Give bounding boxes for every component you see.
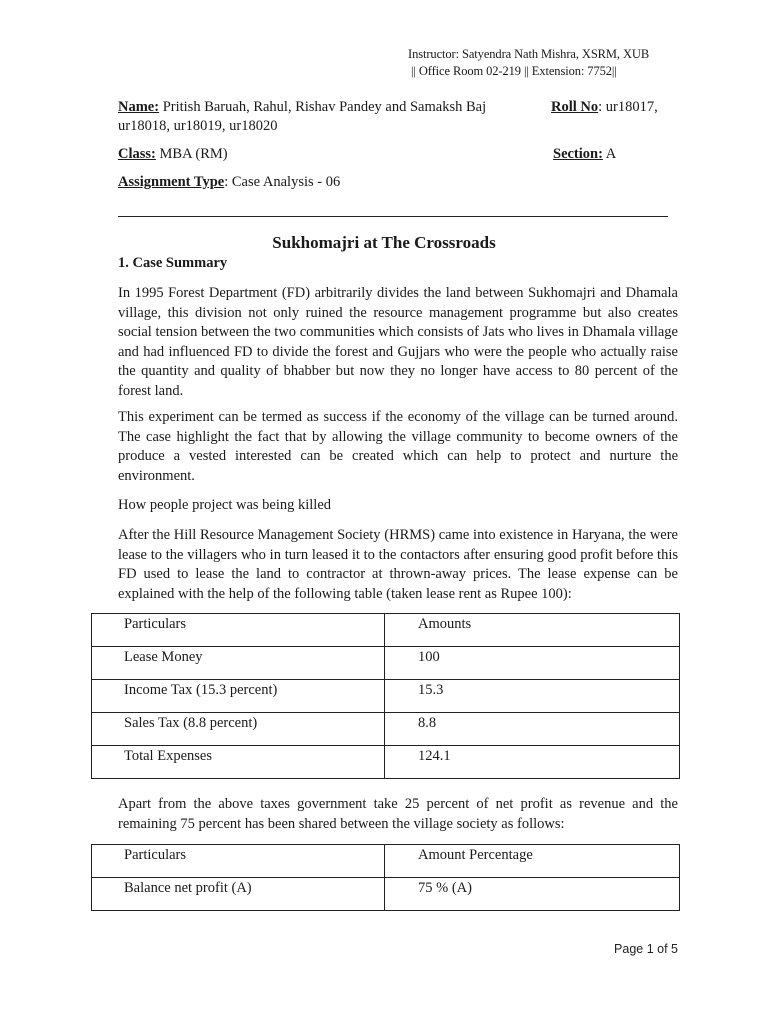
table-row xyxy=(92,680,680,713)
section-field xyxy=(553,145,616,165)
table-cell: Balance net profit (A) xyxy=(92,878,385,911)
table-header-row xyxy=(92,614,680,647)
roll-value: : ur18017, xyxy=(598,99,658,115)
paragraph-4: After the Hill Resource Management Society (HRMS) came into existence in Haryana, the were lease to the villagers who in turn leased it to the contactors after ensuring good profit before this FD used to lease the land to contractor at thrown-away prices. The lease expense can be explained with the help of the following table (taken lease rent as Rupee 100): xyxy=(118,527,678,602)
class-value: MBA (RM) xyxy=(155,146,228,162)
table-header-cell: Amounts xyxy=(385,614,680,647)
table-cell: 75 % (A) xyxy=(385,878,680,911)
document-title: Sukhomajri at The Crossroads xyxy=(272,233,496,252)
lease-expense-table xyxy=(91,613,680,779)
roll-label: Roll No xyxy=(551,99,599,115)
paragraph-1: In 1995 Forest Department (FD) arbitrarily divides the land between Sukhomajri and Dhamala village, this division not only ruined the resource management programme but also creates social tension between the two communities which consists of Jats who lives in Dhamala village and had influenced FD to divide the forest and Gujjars who were the people who actually raise the quantity and quality of bhabber but now they no longer have access to 80 percent of the forest land. xyxy=(118,285,678,399)
assignment-field xyxy=(118,173,340,193)
table-header-row xyxy=(92,845,680,878)
section-value: A xyxy=(602,146,617,162)
section-label: Section: xyxy=(553,146,603,162)
paragraph-2: This experiment can be termed as success if the economy of the village can be turned around. The case highlight the fact that by allowing the village community to become owners of the produce a vested interested can be created which can help to protect and nurture the environment. xyxy=(118,409,678,484)
table-header-cell: Amount Percentage xyxy=(385,845,680,878)
table-cell: Sales Tax (8.8 percent) xyxy=(92,713,385,746)
table-cell: 8.8 xyxy=(385,713,680,746)
assignment-label: Assignment Type xyxy=(118,174,225,190)
assignment-value: : Case Analysis - 06 xyxy=(224,174,341,190)
class-field xyxy=(118,145,228,165)
table-row xyxy=(92,713,680,746)
table-row xyxy=(92,746,680,779)
name-value: Pritish Baruah, Rahul, Rishav Pandey and Samaksh Baj xyxy=(159,99,487,115)
section-heading: 1. Case Summary xyxy=(118,255,228,271)
page-number: Page 1 of 5 xyxy=(614,942,678,956)
name-field xyxy=(118,98,486,118)
roll-continuation: ur18018, ur18019, ur18020 xyxy=(118,118,278,134)
table-cell: Income Tax (15.3 percent) xyxy=(92,680,385,713)
table-cell: Total Expenses xyxy=(92,746,385,779)
profit-share-table xyxy=(91,844,680,911)
paragraph-5: Apart from the above taxes government take 25 percent of net profit as revenue and the remaining 75 percent has been shared between the village society as follows: xyxy=(118,796,678,832)
class-label: Class: xyxy=(118,146,156,162)
table-row xyxy=(92,878,680,911)
instructor-line: Instructor: Satyendra Nath Mishra, XSRM, XUB xyxy=(408,47,650,61)
divider-rule xyxy=(118,216,668,217)
paragraph-3: How people project was being killed xyxy=(118,497,332,513)
table-header-cell: Particulars xyxy=(92,614,385,647)
roll-field xyxy=(551,98,658,118)
table-header-cell: Particulars xyxy=(92,845,385,878)
table-cell: Lease Money xyxy=(92,647,385,680)
name-label: Name: xyxy=(118,99,160,115)
table-cell: 15.3 xyxy=(385,680,680,713)
table-cell: 100 xyxy=(385,647,680,680)
table-cell: 124.1 xyxy=(385,746,680,779)
table-row xyxy=(92,647,680,680)
office-line: || Office Room 02-219 || Extension: 7752|| xyxy=(411,64,617,78)
